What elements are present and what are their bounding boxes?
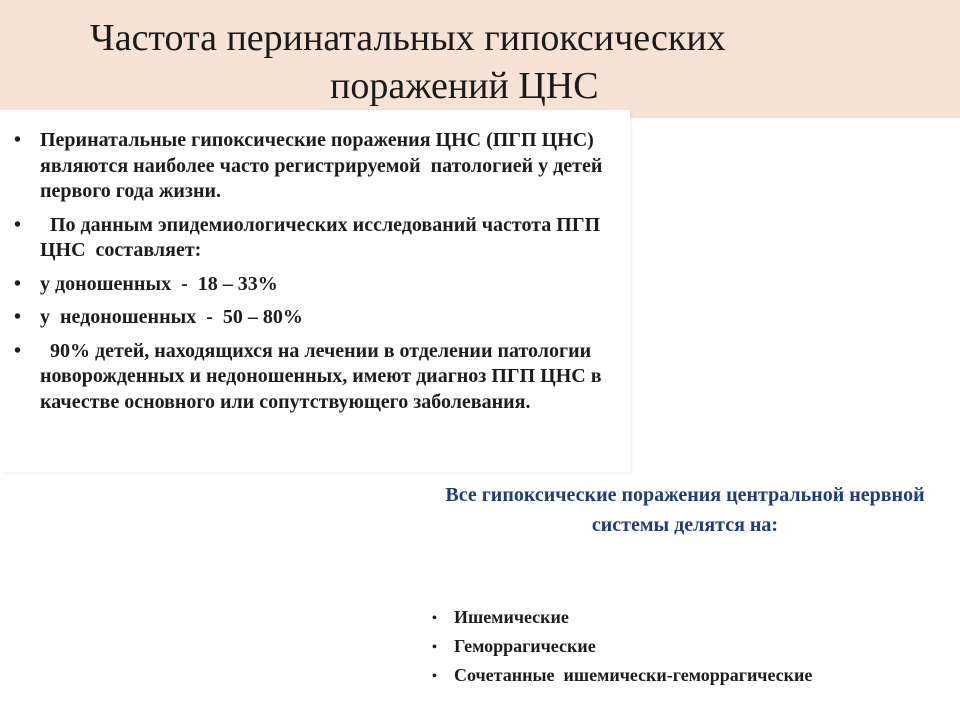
list-item-text: Сочетанные ишемически-геморрагические	[454, 665, 813, 685]
list-item	[432, 632, 952, 661]
slide-title-line-1: Частота перинатальных гипоксических	[90, 17, 726, 59]
list-item	[14, 213, 610, 264]
list-item-text: Ишемические	[454, 607, 569, 627]
list-item	[432, 603, 952, 632]
list-item-text: По данным эпидемиологических исследований частота ПГП ЦНС составляет:	[40, 213, 606, 261]
list-item-text: у доношенных - 18 – 33%	[40, 272, 278, 295]
list-item-text: 90% детей, находящихся на лечении в отделении патологии новорожденных и недоношенных, имеют диагноз ПГП ЦНС в качестве основного или сопутствующего заболевания.	[40, 339, 607, 413]
list-item-text: Геморрагические	[454, 636, 596, 656]
bullet-icon: •	[432, 640, 437, 655]
main-text-box	[0, 110, 630, 472]
list-item	[14, 339, 610, 416]
list-item	[432, 661, 952, 690]
bullet-icon: •	[14, 213, 22, 236]
bullet-icon: •	[14, 339, 22, 362]
list-item-text: Перинатальные гипоксические поражения ЦНС (ПГП ЦНС) являются наиболее часто регистрируемой патологией у детей первого года жизни.	[40, 129, 608, 202]
list-item-text: у недоношенных - 50 – 80%	[40, 306, 303, 328]
slide-title	[0, 14, 960, 110]
slide-title-line-2: поражений ЦНС	[330, 65, 599, 107]
list-item	[14, 272, 610, 298]
bullet-icon: •	[14, 306, 22, 328]
classification-list	[432, 603, 952, 690]
bullet-icon: •	[14, 272, 22, 295]
bullet-icon: •	[14, 129, 22, 151]
main-bullet-list	[0, 110, 630, 415]
bullet-icon: •	[432, 611, 437, 626]
list-item	[14, 305, 610, 331]
list-item	[14, 128, 610, 205]
bullet-icon: •	[432, 669, 437, 684]
classification-heading: Все гипоксические поражения центральной нервной системы делятся на:	[445, 484, 925, 536]
